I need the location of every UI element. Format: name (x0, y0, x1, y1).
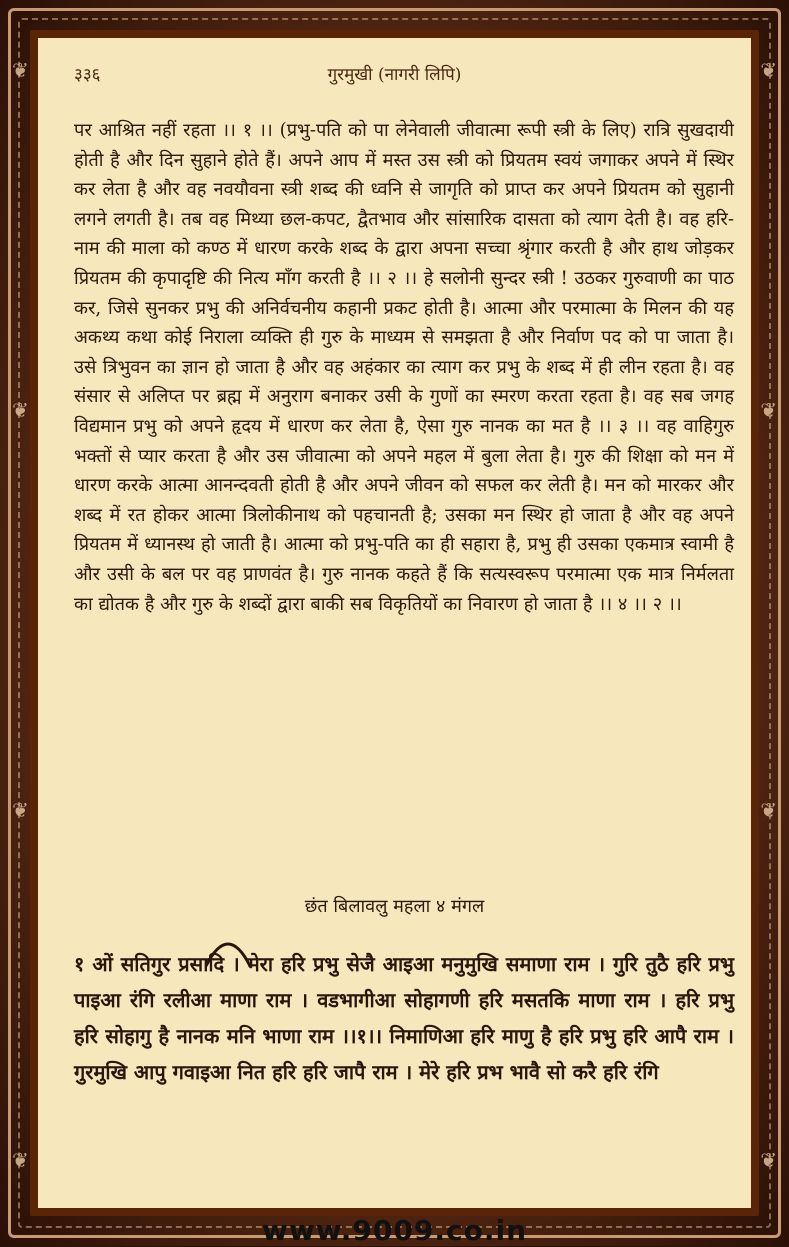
verse-text: १ ओं सतिगुर प्रसादि । मेरा हरि प्रभु सेजै आइआ मनुमुखि समाणा राम । गुरि तुठै हरि प्रभु पाइआ रंगि रलीआ माणा राम । वडभागीआ सोहागणी हरि मसतकि माणा राम । हरि प्रभु हरि सोहागु है नानक मनि भाणा राम ।।१।। निमाणिआ हरि माणु है हरि प्रभु हरि आपै राम । गुरमुखि आपु गवाइआ नित हरि हरि जापै राम । मेरे हरि प्रभ भावै सो करै हरि रंगि (74, 952, 734, 1084)
scroll-ornament-icon: ❦ (12, 58, 29, 82)
scroll-ornament-icon: ❦ (760, 58, 777, 82)
section-heading: छंत बिलावलु महला ४ मंगल (304, 896, 485, 917)
page-number: ३३६ (74, 65, 101, 85)
scroll-ornament-icon: ❦ (760, 798, 777, 822)
body-paragraph: पर आश्रित नहीं रहता ।। १ ।। (प्रभु-पति को पा लेनेवाली जीवात्मा रूपी स्त्री के लिए) रात्रि सुखदायी होती है और दिन सुहाने होते हैं। अपने आप में मस्त उस स्त्री को प्रियतम स्वयं जगाकर अपने में स्थिर कर लेता है और वह नवयौवना स्त्री शब्द की ध्वनि से जागृति को प्राप्त कर अपने प्रियतम को सुहानी लगने लगती है। तब वह मिथ्या छल-कपट, द्वैतभाव और सांसारिक दासता को त्याग देती है। वह हरि-नाम की माला को कण्ठ में धारण करके शब्द के द्वारा अपना सच्चा श्रृंगार करती है और हाथ जोड़कर प्रियतम की कृपादृष्टि की नित्य माँग करती है ।। २ ।। हे सलोनी सुन्दर स्त्री ! उठकर गुरुवाणी का पाठ कर, जिसे सुनकर प्रभु की अनिर्वचनीय कहानी प्रकट होती है। आत्मा और परमात्मा के मिलन की यह अकथ्य कथा कोई निराला व्यक्ति ही गुरु के माध्यम से समझता है और निर्वाण पद को पा जाता है। उसे त्रिभुवन का ज्ञान हो जाता है और वह अहंकार का त्याग कर प्रभु के शब्द में ही लीन रहता है। वह संसार से अलिप्त पर ब्रह्म में अनुराग बनाकर उसी के गुणों का स्मरण करता रहता है। वह सब जगह विद्यमान प्रभु को अपने हृदय में धारण कर लेता है, ऐसा गुरु नानक का मत है ।। ३ ।। वह वाहिगुरु भक्तों से प्यार करता है और उस जीवात्मा को अपने महल में बुला लेता है। गुरु की शिक्षा को मन में धारण करके आत्मा आनन्दवती होती है और अपने जीवन को सफल कर लेती है। मन को मारकर और शब्द में रत होकर आत्मा त्रिलोकीनाथ को पहचानती है; उसका मन स्थिर हो जाता है और वह अपने प्रियतम में ध्यानस्थ हो जाती है। आत्मा को प्रभु-पति का ही सहारा है, प्रभु ही उसका एकमात्र स्वामी है और उसी के बल पर वह प्राणवंत है। गुरु नानक कहते हैं कि सत्यस्वरूप परमात्मा एक मात्र निर्मलता का द्योतक है और गुरु के शब्दों द्वारा बाकी सब विकृतियों का निवारण हो जाता है ।। ४ ।। २ ।। (74, 120, 734, 615)
scroll-ornament-icon: ❦ (12, 398, 29, 422)
document-page (38, 38, 751, 1208)
page-header (38, 62, 751, 88)
page-title: गुरमुखी (नागरी लिपि) (327, 65, 462, 85)
scroll-ornament-icon: ❦ (12, 1148, 29, 1172)
scroll-ornament-icon: ❦ (760, 1148, 777, 1172)
website-footer-link[interactable]: www.9009.co.in (261, 1214, 527, 1247)
body-text-block (74, 116, 734, 619)
scroll-ornament-icon: ❦ (12, 798, 29, 822)
verse-block (74, 946, 734, 1090)
scroll-ornament-icon: ❦ (760, 398, 777, 422)
